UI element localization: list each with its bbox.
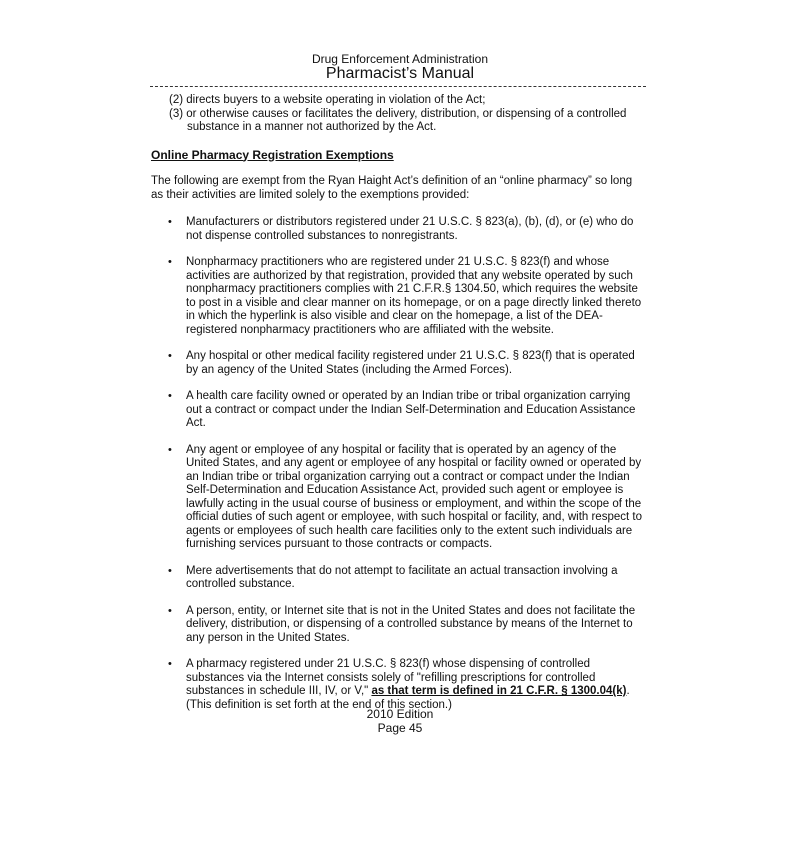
bullet-icon: • [168,216,172,228]
continuation-item-3: (3) or otherwise causes or facilitates the delivery, distribution, or dispensing of a controlled substance in a manner not authorized by the Act. [169,107,627,133]
exemption-item [151,605,646,646]
bullet-icon: • [168,256,172,268]
exemption-text-before: A pharmacy registered under 21 U.S.C. § 823(f) whose dispensing of controlled substances via the Internet consists solely of "refilling prescriptions for controlled substances in schedule III, IV, or V," [186,658,596,697]
exemption-text: Mere advertisements that do not attempt to facilitate an actual transaction involving a controlled substance. [186,564,618,590]
exemption-item [151,658,646,712]
exemption-text: A person, entity, or Internet site that is not in the United States and does not facilitate the delivery, distribution, or dispensing of a controlled substance by means of the Internet to any person in the United States. [186,604,636,644]
bullet-icon: • [168,564,172,577]
header-divider [150,86,646,87]
exemption-item [151,565,646,592]
page-footer [0,707,800,735]
exemption-text: A health care facility owned or operated by an Indian tribe or tribal organization carrying out a contract or compact under the Indian Self-Determination and Education Assistance Act. [186,390,636,429]
continuation-item-2: (2) directs buyers to a website operating in violation of the Act; [169,94,486,106]
exemption-item [151,444,646,552]
bullet-icon: • [168,350,172,362]
exemption-text: Any hospital or other medical facility registered under 21 U.S.C. § 823(f) that is operated by an agency of the United States (including the Armed Forces). [186,350,635,376]
exemption-item [151,350,646,377]
exemption-item [151,216,646,243]
bullet-icon: • [168,604,172,617]
bullet-icon: • [168,658,172,670]
document-body [151,94,646,725]
exemption-text-after: . (This definition is set forth at the end of this section.) [186,685,630,711]
section-heading: Online Pharmacy Registration Exemptions [151,147,394,162]
exemption-item [151,256,646,337]
exemption-item [151,390,646,431]
exemption-text: Manufacturers or distributors registered under 21 U.S.C. § 823(a), (b), (d), or (e) who do not dispense controlled substances to nonregistrants. [186,216,634,242]
exemption-list [151,216,646,712]
bullet-icon: • [168,390,172,402]
header-title: Pharmacist’s Manual [325,65,475,82]
regulation-reference: as that term is defined in 21 C.F.R. § 1300.04(k) [371,685,627,697]
footer-page-number: Page 45 [377,721,423,735]
bullet-icon: • [168,443,172,456]
footer-edition: 2010 Edition [366,707,434,721]
exemption-text: Any agent or employee of any hospital or facility that is operated by an agency of the United States, and any agent or employee of any hospital or facility owned or operated by an Indian tribe or tribal organization carrying out a contract or compact under the Indian Self-Determination and Education Assistance Act, provided such agent or employee is lawfully acting in the usual course of business or employment, and within the scope of the official duties of such agent or employee, with such hospital or facility, and, with respect to agents or employees of such health care facilities only to the extent such individuals are furnishing services pursuant to those contracts or compacts. [186,443,642,550]
section-intro: The following are exempt from the Ryan Haight Act’s definition of an “online pharmacy” so long as their activities are limited solely to the exemptions provided: [151,175,633,201]
exemption-text: Nonpharmacy practitioners who are registered under 21 U.S.C. § 823(f) and whose activities are authorized by that registration, provided that any website operated by such nonpharmacy practitioners complies with 21 C.F.R.§ 1304.50, which requires the website to post in a visible and clear manner on its homepage, or on a page directly linked thereto in which the hyperlink is also visible and clear on the homepage, a list of the DEA-registered nonpharmacy practitioners who are affiliated with the website. [186,256,642,336]
header-agency: Drug Enforcement Administration [311,52,489,66]
